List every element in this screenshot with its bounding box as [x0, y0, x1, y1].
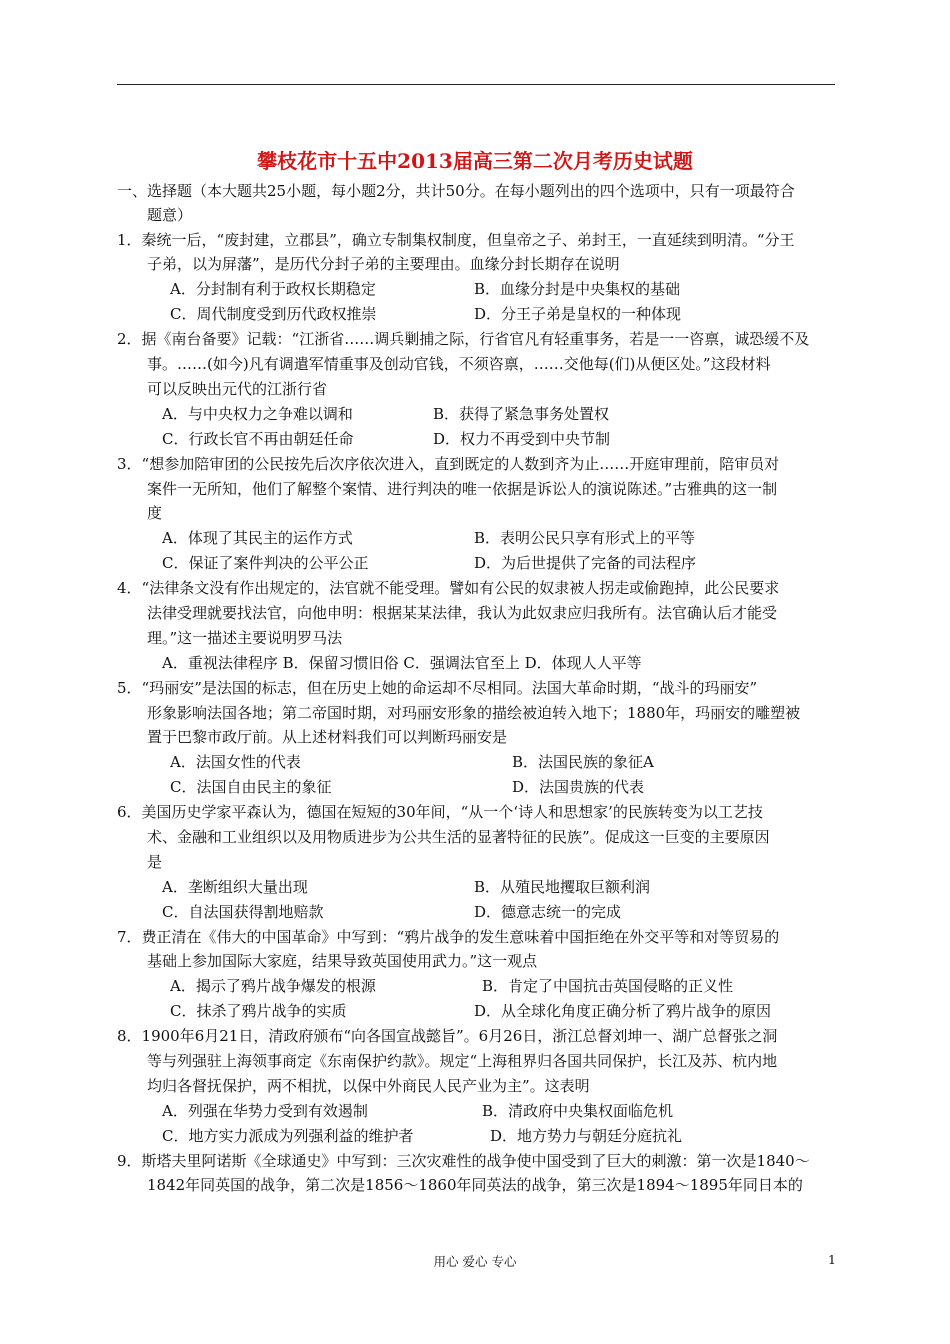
text-line: A．法国女性的代表 — [170, 753, 301, 771]
text-line: D．为后世提供了完备的司法程序 — [474, 554, 697, 572]
text-line: C．保证了案件判决的公平公正 — [162, 554, 369, 572]
text-line: D．权力不再受到中央节制 — [433, 430, 611, 448]
text-line: 置于巴黎市政厅前。从上述材料我们可以判断玛丽安是 — [147, 728, 508, 746]
text-line: A．体现了其民主的运作方式 — [162, 529, 353, 547]
text-line: B．法国民族的象征A — [512, 753, 654, 771]
text-line: 2．据《南台备要》记载：“江浙省……调兵剿捕之际，行省官凡有轻重事务，若是一一咨禀，诚恐缓不及 — [117, 330, 810, 348]
text-line: A．分封制有利于政权长期稳定 — [170, 280, 376, 298]
text-line: 术、金融和工业组织以及用物质进步为公共生活的显著特征的民族”。促成这一巨变的主要原因 — [147, 828, 770, 846]
text-line: C．抹杀了鸦片战争的实质 — [170, 1002, 347, 1020]
text-line: 事。……(如今)凡有调遣军情重事及创动官钱，不须咨禀，……交他每(们)从便区处。”这段材料 — [147, 355, 771, 373]
text-line: D．分王子弟是皇权的一种体现 — [474, 305, 682, 323]
text-line: 一、选择题（本大题共25小题，每小题2分，共计50分。在每小题列出的四个选项中，只有一项最符合 — [117, 182, 795, 200]
footer-motto: 用心 爱心 专心 — [433, 1254, 517, 1269]
text-line: 1842年同英国的战争，第二次是1856～1860年同英法的战争，第三次是1894～1895年同日本的 — [147, 1176, 803, 1194]
text-line: 度 — [147, 504, 163, 522]
text-line: A．揭示了鸦片战争爆发的根源 — [170, 977, 376, 995]
text-line: C．法国自由民主的象征 — [170, 778, 332, 796]
header-rule — [117, 84, 835, 85]
text-line: 8．1900年6月21日，清政府颁布“向各国宣战懿旨”。6月26日，浙江总督刘坤一、湖广总督张之洞 — [117, 1027, 778, 1045]
text-line: A．列强在华势力受到有效遏制 — [162, 1102, 368, 1120]
text-line: D．地方势力与朝廷分庭抗礼 — [490, 1127, 683, 1145]
text-line: A．垄断组织大量出现 — [162, 878, 308, 896]
text-line: C．周代制度受到历代政权推崇 — [170, 305, 377, 323]
text-line: B．肯定了中国抗击英国侵略的正义性 — [482, 977, 734, 995]
text-line: C．地方实力派成为列强利益的维护者 — [162, 1127, 414, 1145]
exam-title: 攀枝花市十五中2013届高三第二次月考历史试题 — [257, 149, 693, 173]
text-line: 形象影响法国各地；第二帝国时期，对玛丽安形象的描绘被迫转入地下；1880年，玛丽安的雕塑被 — [147, 704, 801, 722]
text-line: 子弟，以为屏藩”，是历代分封子弟的主要理由。血缘分封长期存在说明 — [147, 255, 620, 273]
text-line: 法律受理就要找法官，向他申明：根据某某法律，我认为此奴隶应归我所有。法官确认后才能受 — [147, 604, 778, 622]
page-number: 1 — [828, 1252, 836, 1267]
text-line: 题意） — [147, 206, 193, 224]
text-line: 等与列强驻上海领事商定《东南保护约款》。规定“上海租界归各国共同保护，长江及苏、杭内地 — [147, 1052, 778, 1070]
text-line: C．行政长官不再由朝廷任命 — [162, 430, 354, 448]
text-line: 5．“玛丽安”是法国的标志，但在历史上她的命运却不尽相同。法国大革命时期，“战斗的玛丽安” — [117, 679, 758, 697]
text-line: B．表明公民只享有形式上的平等 — [474, 529, 696, 547]
text-line: B．血缘分封是中央集权的基础 — [474, 280, 681, 298]
text-line: 是 — [147, 853, 163, 871]
text-line: 理。”这一描述主要说明罗马法 — [147, 629, 343, 647]
text-line: C．自法国获得割地赔款 — [162, 903, 324, 921]
text-line: 6．美国历史学家平森认为，德国在短短的30年间，“从一个‘诗人和思想家’的民族转变为以工艺技 — [117, 803, 763, 821]
text-line: 均归各督抚保护，两不相扰，以保中外商民人民产业为主”。这表明 — [147, 1077, 590, 1095]
text-line: B．获得了紧急事务处置权 — [433, 405, 610, 423]
text-line: 基础上参加国际大家庭，结果导致英国使用武力。”这一观点 — [147, 952, 538, 970]
text-line: 9．斯塔夫里阿诺斯《全球通史》中写到：三次灾难性的战争使中国受到了巨大的刺激：第一次是1840～ — [117, 1152, 810, 1170]
text-line: 1．秦统一后，“废封建，立郡县”，确立专制集权制度，但皇帝之子、弟封王，一直延续到明清。“分王 — [117, 231, 795, 249]
text-line: D．从全球化角度正确分析了鸦片战争的原因 — [474, 1002, 772, 1020]
text-line: 7．费正清在《伟大的中国革命》中写到：“鸦片战争的发生意味着中国拒绝在外交平等和对等贸易的 — [117, 928, 780, 946]
text-line: 可以反映出元代的江浙行省 — [147, 380, 328, 398]
text-line: B．清政府中央集权面临危机 — [482, 1102, 674, 1120]
text-line: 3．“想参加陪审团的公民按先后次序依次进入，直到既定的人数到齐为止……开庭审理前，陪审员对 — [117, 455, 780, 473]
text-line: 案件一无所知，他们了解整个案情、进行判决的唯一依据是诉讼人的演说陈述。”古雅典的这一制 — [147, 480, 778, 498]
text-line: 4．“法律条文没有作出规定的，法官就不能受理。譬如有公民的奴隶被人拐走或偷跑掉，此公民要求 — [117, 579, 780, 597]
text-line: B．从殖民地攫取巨额利润 — [474, 878, 651, 896]
text-line: A．与中央权力之争难以调和 — [162, 405, 353, 423]
text-line: D．德意志统一的完成 — [474, 903, 622, 921]
text-line: D．法国贵族的代表 — [512, 778, 645, 796]
text-line: A．重视法律程序 B．保留习惯旧俗 C．强调法官至上 D．体现人人平等 — [162, 654, 642, 672]
